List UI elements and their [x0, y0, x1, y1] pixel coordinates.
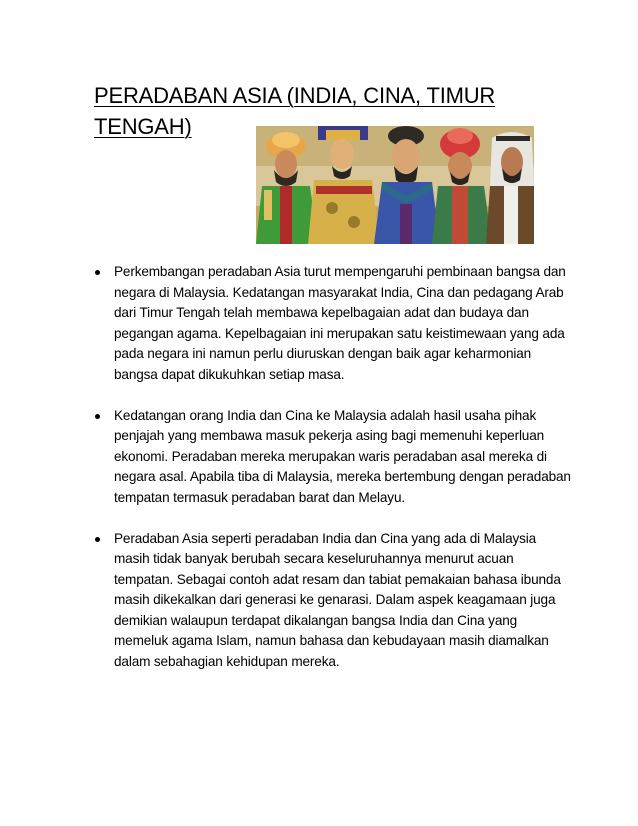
bullet-list — [94, 262, 574, 693]
list-item — [94, 262, 574, 385]
bullet-text: Peradaban Asia seperti peradaban India dan Cina yang ada di Malaysia masih tidak banyak berubah secara keseluruhannya menurut acuan tempatan. Sebagai contoh adat resam dan tabiat pemakaian bahasa ibunda masih dikekalkan dari generasi ke genarasi. Dalam aspek keagamaan juga demikian walaupun terdapat dikalangan bangsa India dan Cina yang memeluk agama Islam, namun bahasa dan kebudayaan masih diamalkan dalam sebahagian kehidupan mereka. — [114, 530, 561, 669]
bullet-icon — [95, 414, 100, 419]
bullet-text: Kedatangan orang India dan Cina ke Malaysia adalah hasil usaha pihak penjajah yang membawa masuk pekerja asing bagi memenuhi keperluan ekonomi. Peradaban mereka merupakan waris peradaban asal mereka di negara asal. Apabila tiba di Malaysia, mereka bertembung dengan peradaban tempatan termasuk peradaban barat dan Melayu. — [114, 407, 571, 505]
list-item — [94, 406, 574, 509]
page-title: PERADABAN ASIA (INDIA, CINA, TIMUR TENGAH) — [94, 83, 496, 139]
bullet-icon — [95, 270, 100, 275]
bullet-icon — [95, 537, 100, 542]
list-item — [94, 529, 574, 673]
illustration-people-icon — [256, 126, 534, 244]
bullet-text: Perkembangan peradaban Asia turut mempengaruhi pembinaan bangsa dan negara di Malaysia. Kedatangan masyarakat India, Cina dan pedagang Arab dari Timur Tengah telah membawa kepelbagaian adat dan budaya dan pegangan agama. Kepelbagaian ini merupakan satu keistimewaan yang ada pada negara ini namun perlu diuruskan dengan baik agar keharmonian bangsa dapat dikukuhkan setiap masa. — [114, 264, 566, 382]
